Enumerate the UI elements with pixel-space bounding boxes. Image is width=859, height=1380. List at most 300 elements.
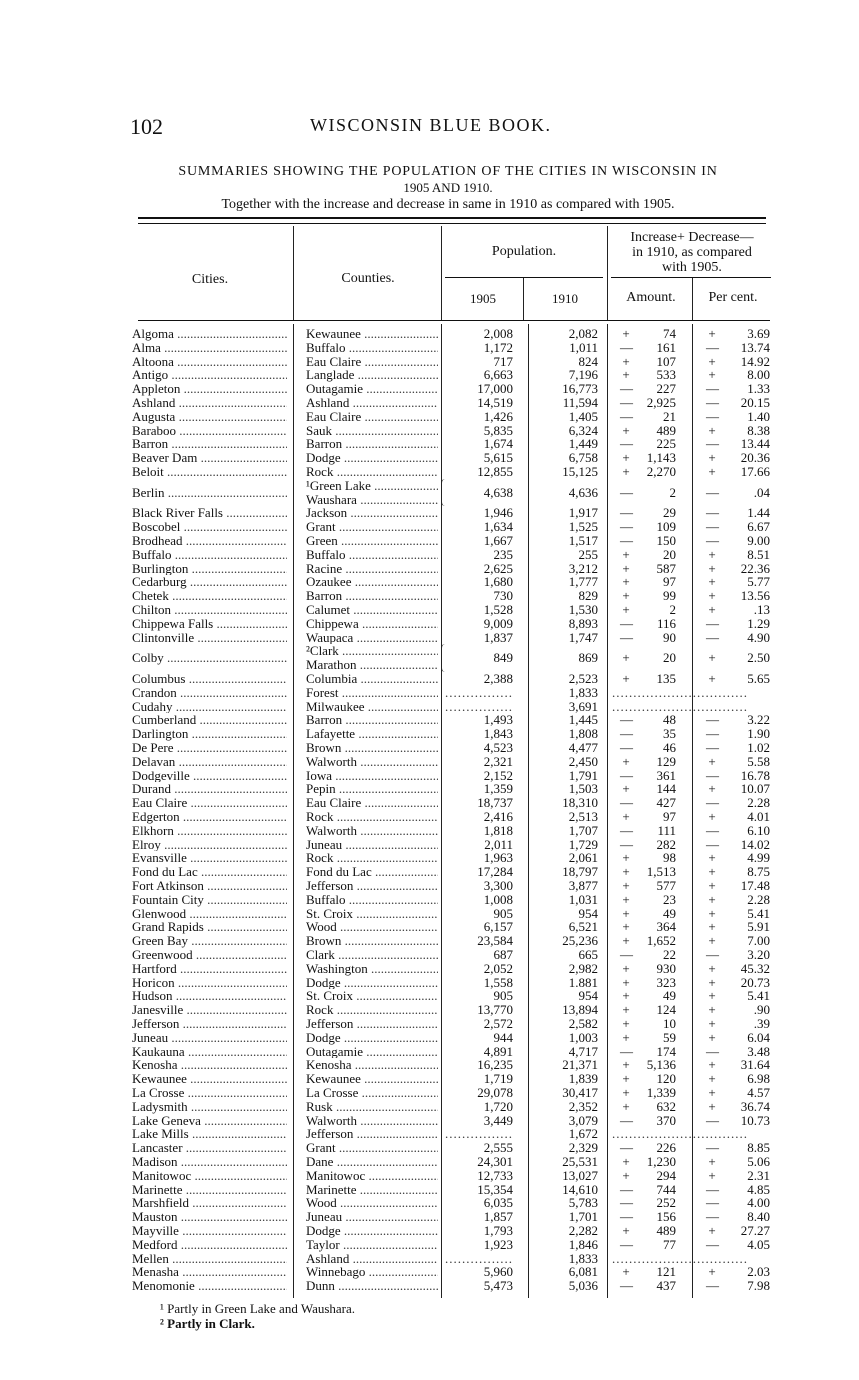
table-row	[130, 520, 770, 534]
city-cell: Buffalo .....	[132, 548, 287, 562]
table-row	[130, 368, 770, 382]
amount-sign: +	[622, 1167, 630, 1183]
amount-cell: 124	[656, 1002, 676, 1018]
population-1910-cell: 25,236	[562, 933, 598, 949]
amount-cell: 1,513	[646, 864, 676, 880]
population-1905-cell: 1,720	[483, 1098, 513, 1114]
amount-sign: +	[622, 1154, 630, 1169]
population-1905-cell: 5,473	[483, 1278, 513, 1294]
header-divider	[523, 278, 524, 320]
percent-cell: 14.92	[740, 353, 770, 369]
table-title-years: 1905 AND 1910.	[403, 180, 493, 195]
table-row	[130, 989, 770, 1003]
population-1910-cell: 8,893	[568, 615, 598, 631]
county-cell: Barron .....	[306, 437, 438, 451]
amount-cell: 111	[657, 822, 676, 838]
population-1910-cell: 1,672	[568, 1126, 598, 1142]
percent-sign: —	[706, 822, 719, 838]
city-cell: Antigo .....	[132, 368, 287, 382]
county-cell: Rock .....	[306, 851, 438, 865]
population-1910-cell: 1,747	[568, 629, 598, 645]
percent-cell: .04	[753, 484, 770, 500]
population-1910-cell: 15,125	[562, 464, 598, 479]
amount-sign: +	[622, 671, 630, 686]
amount-sign: +	[622, 546, 630, 562]
city-cell: Berlin .....	[132, 486, 287, 500]
amount-sign: +	[622, 753, 630, 769]
population-1910-cell: 18,797	[562, 864, 598, 880]
percent-sign: —	[706, 408, 719, 424]
amount-sign: +	[622, 1071, 630, 1087]
county-cell: Eau Claire .....	[306, 796, 438, 810]
percent-sign: —	[706, 767, 719, 783]
amount-sign: +	[622, 422, 630, 438]
amount-cell: 77	[663, 1236, 676, 1252]
city-cell: Janesville .....	[132, 1003, 287, 1017]
percent-sign: —	[706, 1236, 719, 1252]
population-1905-cell: 1,634	[483, 519, 513, 535]
population-1910-cell: 2,450	[568, 753, 598, 769]
county-cell: St. Croix .....	[306, 907, 438, 921]
percent-cell: 2.31	[747, 1167, 770, 1183]
amount-sign: +	[622, 864, 630, 880]
percent-cell: 20.15	[740, 395, 770, 410]
percent-cell: 8.00	[747, 367, 770, 383]
city-cell: Hartford .....	[132, 962, 287, 976]
percent-sign: +	[708, 1167, 716, 1183]
population-1910-cell: 255	[578, 546, 598, 562]
percent-sign: —	[706, 1112, 719, 1128]
table-row	[130, 1031, 770, 1045]
table-row	[130, 851, 770, 865]
amount-sign: +	[622, 905, 630, 921]
table-row	[130, 355, 770, 369]
table-row	[130, 1003, 770, 1017]
population-1905-cell: 3,449	[483, 1112, 513, 1128]
table-row	[130, 451, 770, 465]
population-1910-cell: 6,081	[568, 1264, 598, 1280]
header-subrule	[611, 277, 771, 278]
amount-sign: —	[620, 1209, 633, 1225]
county-cell: Green .....	[306, 534, 438, 548]
amount-cell: 20	[663, 546, 676, 562]
amount-sign: —	[620, 629, 633, 645]
percent-sign: +	[708, 1029, 716, 1045]
population-1905-cell: 1,837	[483, 629, 513, 645]
city-cell: Ladysmith .....	[132, 1100, 287, 1114]
city-cell: Appleton .....	[132, 382, 287, 396]
amount-sign: —	[620, 381, 633, 397]
amount-cell: 323	[656, 974, 676, 990]
population-1905-cell: 2,152	[483, 767, 513, 783]
footnote-2: ² Partly in Clark.	[160, 1316, 255, 1331]
amount-cell: 744	[656, 1181, 676, 1197]
percent-cell: 5.41	[747, 905, 770, 921]
table-row	[130, 727, 770, 741]
population-1905-cell: 4,638	[483, 484, 513, 500]
amount-cell: 156	[656, 1209, 676, 1225]
amount-cell: 1,339	[646, 1085, 676, 1100]
amount-cell: 370	[656, 1112, 676, 1128]
city-cell: Beloit .....	[132, 465, 287, 479]
percent-sign: +	[708, 560, 716, 576]
population-1905-cell: 17,000	[477, 381, 513, 397]
population-1905-cell: 1,793	[483, 1223, 513, 1238]
population-1910-cell: 2,513	[568, 809, 598, 824]
table-row	[130, 893, 770, 907]
amount-sign: —	[620, 505, 633, 521]
city-cell: Glenwood .....	[132, 907, 287, 921]
percent-cell: 10.07	[740, 781, 770, 797]
county-cell: Kewaunee .....	[306, 327, 438, 341]
percent-cell: 3.20	[747, 947, 770, 962]
percent-cell: .90	[753, 1002, 770, 1018]
amount-cell: 98	[663, 850, 676, 866]
county-cell: Jefferson .....	[306, 879, 438, 893]
city-cell: Elkhorn .....	[132, 824, 287, 838]
city-cell: Fond du Lac .....	[132, 865, 287, 879]
population-1905-cell: 5,835	[483, 422, 513, 438]
percent-sign: +	[708, 367, 716, 383]
population-1910-cell: 14,610	[562, 1181, 598, 1197]
percent-sign: +	[708, 988, 716, 1004]
population-1905-cell: 15,354	[477, 1181, 513, 1197]
population-1905-cell: 717	[493, 353, 513, 369]
footnote-1: ¹ Partly in Green Lake and Waushara.	[160, 1301, 356, 1316]
percent-cell: 4.05	[747, 1236, 770, 1252]
amount-cell: 90	[663, 629, 676, 645]
amount-cell: 533	[656, 367, 676, 383]
percent-cell: 4.57	[747, 1085, 770, 1100]
amount-sign: —	[620, 767, 633, 783]
percent-sign: +	[708, 326, 716, 341]
table-row	[130, 810, 770, 824]
county-cell: Rock .....	[306, 1003, 438, 1017]
amount-sign: —	[620, 1112, 633, 1128]
city-cell: Green Bay .....	[132, 934, 287, 948]
city-cell: Mayville .....	[132, 1224, 287, 1238]
percent-sign: +	[708, 450, 716, 466]
county-cell: Waupaca .....	[306, 631, 438, 645]
county-cell-2: Marathon .....	[306, 658, 438, 672]
amount-cell: 10	[663, 1016, 676, 1031]
amount-sign: +	[622, 1057, 630, 1073]
population-1905-cell: 1,493	[483, 712, 513, 728]
county-cell: ²Clark .....	[306, 644, 438, 658]
percent-sign: +	[708, 1016, 716, 1031]
city-cell: Chetek .....	[132, 589, 287, 603]
county-cell: Wood .....	[306, 920, 438, 934]
amount-cell: 121	[656, 1264, 676, 1280]
city-cell: Grand Rapids .....	[132, 920, 287, 934]
percent-cell: 1.02	[747, 740, 770, 755]
population-1905-cell: 1,680	[483, 574, 513, 590]
city-cell: Augusta .....	[132, 410, 287, 424]
county-cell: Jefferson .....	[306, 1017, 438, 1031]
table-row	[130, 575, 770, 589]
table-row	[130, 782, 770, 796]
table-row	[130, 755, 770, 769]
percent-cell: 8.51	[747, 546, 770, 562]
amount-sign: +	[622, 1223, 630, 1238]
amount-sign: +	[622, 588, 630, 604]
city-cell: Mellen .....	[132, 1252, 287, 1266]
population-1910-cell: 16,773	[562, 381, 598, 397]
population-1905-cell: 4,891	[483, 1043, 513, 1059]
population-1910-cell: 3,691	[568, 698, 598, 714]
city-cell: Eau Claire .....	[132, 796, 287, 810]
county-cell: La Crosse .....	[306, 1086, 438, 1100]
city-cell: Ashland .....	[132, 396, 287, 410]
percent-cell: 1.29	[747, 615, 770, 631]
percent-sign: +	[708, 671, 716, 686]
population-1910-cell: 2,061	[568, 850, 598, 866]
city-cell: Barron .....	[132, 437, 287, 451]
amount-sign: +	[622, 326, 630, 341]
empty-1905-cell: ................	[445, 1251, 513, 1266]
amount-sign: —	[620, 408, 633, 424]
amount-cell: 74	[663, 326, 676, 341]
header-change	[609, 230, 775, 275]
population-1905-cell: 13,770	[477, 1002, 513, 1018]
percent-sign: —	[706, 436, 719, 452]
empty-change-cell: ................................	[612, 685, 748, 700]
percent-sign: —	[706, 740, 719, 755]
table-row	[130, 824, 770, 838]
amount-sign: —	[620, 519, 633, 535]
percent-sign: +	[708, 1154, 716, 1169]
table-row	[130, 1265, 770, 1279]
county-cell: Barron .....	[306, 713, 438, 727]
amount-cell: 427	[656, 795, 676, 811]
percent-cell: 6.67	[747, 519, 770, 535]
population-1910-cell: 1,003	[568, 1029, 598, 1045]
percent-cell: 4.85	[747, 1181, 770, 1197]
population-1910-cell: 6,758	[568, 450, 598, 466]
city-cell: Medford .....	[132, 1238, 287, 1252]
population-1905-cell: 905	[493, 905, 513, 921]
header-divider	[293, 226, 294, 320]
population-1905-cell: 2,388	[483, 671, 513, 686]
amount-cell: 21	[663, 408, 676, 424]
city-cell: Delavan .....	[132, 755, 287, 769]
amount-sign: —	[620, 1278, 633, 1294]
amount-sign: +	[622, 650, 630, 666]
county-cell: Walworth .....	[306, 824, 438, 838]
amount-cell: 116	[656, 615, 676, 631]
population-1910-cell: 1,449	[568, 436, 598, 452]
population-1905-cell: 1,008	[483, 891, 513, 907]
percent-sign: +	[708, 864, 716, 880]
city-cell: Lancaster .....	[132, 1141, 287, 1155]
top-rule-2	[138, 223, 766, 224]
table-row	[130, 644, 770, 672]
city-cell: Lake Geneva .....	[132, 1114, 287, 1128]
table-row	[130, 1100, 770, 1114]
county-cell: Kenosha .....	[306, 1058, 438, 1072]
percent-sign: +	[708, 850, 716, 866]
table-row	[130, 1072, 770, 1086]
city-cell: Cudahy .....	[132, 700, 287, 714]
city-cell: Crandon .....	[132, 686, 287, 700]
percent-sign: +	[708, 650, 716, 666]
amount-sign: —	[620, 339, 633, 355]
county-cell: Walworth .....	[306, 755, 438, 769]
amount-cell: 46	[663, 740, 676, 755]
percent-cell: 8.38	[747, 422, 770, 438]
city-cell: Columbus .....	[132, 672, 287, 686]
amount-sign: —	[620, 533, 633, 548]
amount-cell: 135	[656, 671, 676, 686]
percent-cell: 8.85	[747, 1140, 770, 1156]
population-1905-cell: 2,052	[483, 960, 513, 976]
percent-sign: +	[708, 1057, 716, 1073]
city-cell: Mauston .....	[132, 1210, 287, 1224]
city-cell: Kenosha .....	[132, 1058, 287, 1072]
percent-cell: 5.77	[747, 574, 770, 590]
amount-sign: +	[622, 1029, 630, 1045]
amount-cell: 161	[656, 339, 676, 355]
amount-cell: 2	[669, 484, 676, 500]
population-1905-cell: 16,235	[477, 1057, 513, 1073]
amount-sign: —	[620, 822, 633, 838]
amount-sign: —	[620, 484, 633, 500]
county-cell: Pepin .....	[306, 782, 438, 796]
percent-cell: 1.44	[747, 505, 770, 521]
population-1905-cell: 1,963	[483, 850, 513, 866]
percent-cell: 4.01	[747, 809, 770, 824]
amount-cell: 489	[656, 422, 676, 438]
table-row	[130, 769, 770, 783]
percent-sign: +	[708, 588, 716, 604]
population-1905-cell: 905	[493, 988, 513, 1004]
table-row	[130, 1279, 770, 1293]
population-1910-cell: 4,636	[568, 484, 598, 500]
city-cell: Greenwood .....	[132, 948, 287, 962]
amount-cell: 22	[663, 947, 676, 962]
table-row	[130, 1017, 770, 1031]
population-1910-cell: 1,701	[568, 1209, 598, 1225]
amount-cell: 97	[663, 809, 676, 824]
city-cell: Marinette .....	[132, 1183, 287, 1197]
percent-sign: +	[708, 1071, 716, 1087]
header-1905: 1905	[470, 291, 496, 306]
table-row	[130, 948, 770, 962]
percent-cell: 17.48	[740, 878, 770, 893]
county-cell: Buffalo .....	[306, 341, 438, 355]
population-1905-cell: 2,416	[483, 809, 513, 824]
percent-cell: 2.03	[747, 1264, 770, 1280]
amount-sign: +	[622, 464, 630, 479]
percent-sign: +	[708, 753, 716, 769]
population-1910-cell: 7,196	[568, 367, 598, 383]
county-cell: Jackson .....	[306, 506, 438, 520]
header-divider	[692, 278, 693, 320]
table-row	[130, 1196, 770, 1210]
amount-cell: 2	[669, 602, 676, 617]
county-cell: Dodge .....	[306, 451, 438, 465]
percent-cell: 1.90	[747, 726, 770, 742]
county-cell: Racine .....	[306, 562, 438, 576]
city-cell: Black River Falls .....	[132, 506, 287, 520]
county-cell: Washington .....	[306, 962, 438, 976]
table-row	[130, 506, 770, 520]
county-cell: Lafayette .....	[306, 727, 438, 741]
county-cell: Columbia .....	[306, 672, 438, 686]
table-row	[130, 1141, 770, 1155]
population-1905-cell: 687	[493, 947, 513, 962]
percent-cell: 7.98	[747, 1278, 770, 1294]
amount-sign: +	[622, 878, 630, 893]
population-1910-cell: 829	[578, 588, 598, 604]
population-1910-cell: 1,445	[568, 712, 598, 728]
percent-sign: +	[708, 574, 716, 590]
amount-sign: +	[622, 560, 630, 576]
city-cell: Beaver Dam .....	[132, 451, 287, 465]
county-cell: Dodge .....	[306, 1224, 438, 1238]
population-1910-cell: 1,525	[568, 519, 598, 535]
amount-sign: +	[622, 602, 630, 617]
city-cell: Kaukauna .....	[132, 1045, 287, 1059]
city-cell: Manitowoc .....	[132, 1169, 287, 1183]
population-1910-cell: 6,324	[568, 422, 598, 438]
percent-sign: +	[708, 781, 716, 797]
population-1910-cell: 2,329	[568, 1140, 598, 1156]
amount-cell: 5,136	[646, 1057, 676, 1073]
population-1910-cell: 2,582	[568, 1016, 598, 1031]
percent-sign: —	[706, 1140, 719, 1156]
city-cell: Horicon .....	[132, 976, 287, 990]
table-row	[130, 920, 770, 934]
population-1905-cell: 18,737	[477, 795, 513, 811]
percent-cell: 9.00	[747, 533, 770, 548]
amount-cell: 294	[656, 1167, 676, 1183]
table-row	[130, 713, 770, 727]
population-1905-cell: 1,528	[483, 602, 513, 617]
city-cell: Chippewa Falls .....	[132, 617, 287, 631]
population-1910-cell: 2,082	[568, 326, 598, 341]
city-cell: Hudson .....	[132, 989, 287, 1003]
amount-sign: —	[620, 615, 633, 631]
population-1905-cell: 17,284	[477, 864, 513, 880]
population-1910-cell: 824	[578, 353, 598, 369]
table-row	[130, 962, 770, 976]
amount-cell: 1,230	[646, 1154, 676, 1169]
header-cities: Cities.	[191, 272, 229, 287]
city-cell: Jefferson .....	[132, 1017, 287, 1031]
table-subtitle: Together with the increase and decrease in same in 1910 as compared with 1905.	[221, 197, 675, 212]
county-cell: Winnebago .....	[306, 1265, 438, 1279]
population-1905-cell: 235	[493, 546, 513, 562]
table-row	[130, 1058, 770, 1072]
county-cell: Outagamie .....	[306, 382, 438, 396]
table-row	[130, 865, 770, 879]
amount-cell: 59	[663, 1029, 676, 1045]
city-cell: Madison .....	[132, 1155, 287, 1169]
table-row	[130, 410, 770, 424]
county-cell: Grant .....	[306, 1141, 438, 1155]
running-head: WISCONSIN BLUE BOOK.	[310, 115, 552, 135]
city-cell: Altoona .....	[132, 355, 287, 369]
brace-icon	[441, 479, 447, 507]
percent-sign: +	[708, 974, 716, 990]
population-1910-cell: 6,521	[568, 919, 598, 935]
amount-cell: 361	[656, 767, 676, 783]
population-1905-cell: 1,857	[483, 1209, 513, 1225]
table-row	[130, 1238, 770, 1252]
population-1905-cell: 1,843	[483, 726, 513, 742]
county-cell: Dodge .....	[306, 976, 438, 990]
